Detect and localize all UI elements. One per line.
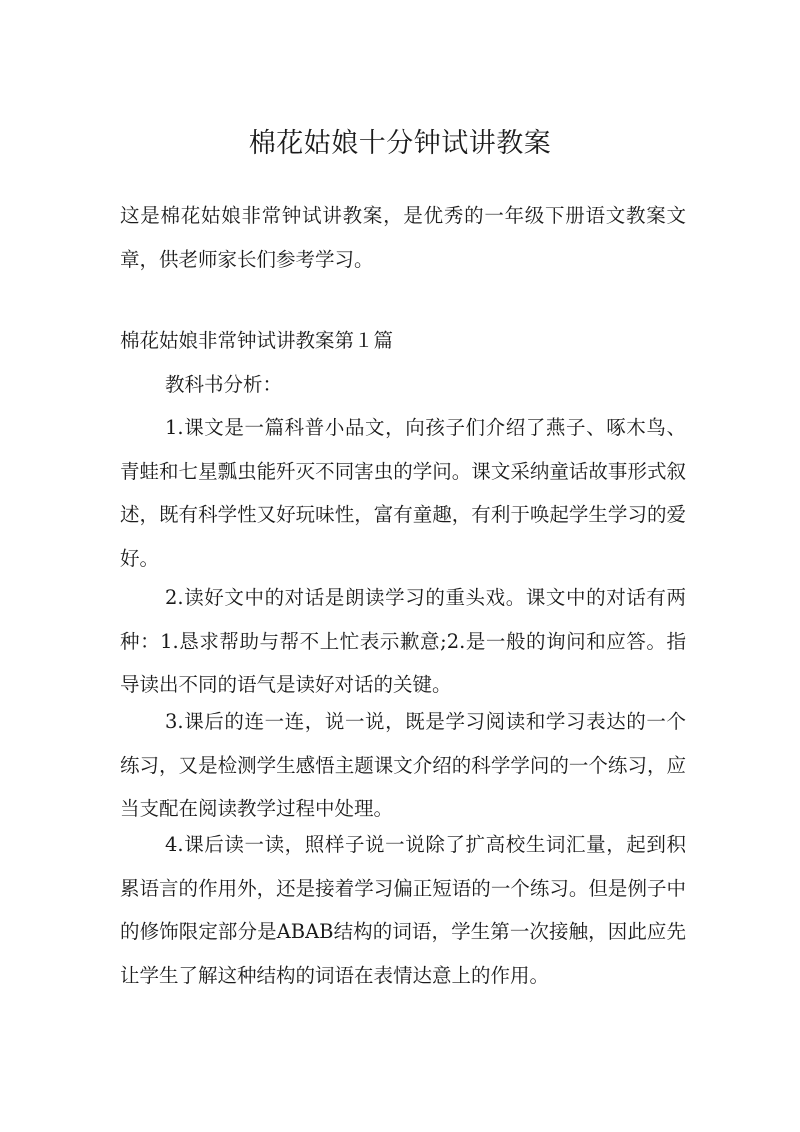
analysis-paragraph-3: 3.课后的连一连，说一说，既是学习阅读和学习表达的一个练习，又是检测学生感悟主题课文介绍的科学学问的一个练习，应当支配在阅读教学过程中处理。: [120, 710, 686, 820]
analysis-paragraph-4: 4.课后读一读，照样子说一说除了扩高校生词汇量，起到积累语言的作用外，还是接着学习偏正短语的一个练习。但是例子中的修饰限定部分是ABAB结构的词语，学生第一次接触，因此应先让学生了解这种结构的词语在表情达意上的作用。: [120, 833, 686, 987]
intro-paragraph: 这是棉花姑娘非常钟试讲教案，是优秀的一年级下册语文教案文章，供老师家长们参考学习。: [120, 204, 686, 271]
analysis-paragraph-1: 1.课文是一篇科普小品文，向孩子们介绍了燕子、啄木鸟、青蛙和七星瓢虫能歼灭不同害虫的学问。课文采纳童话故事形式叙述，既有科学性又好玩味性，富有童趣，有利于唤起学生学习的爱好。: [120, 416, 686, 570]
analysis-paragraph-2: 2.读好文中的对话是朗读学习的重头戏。课文中的对话有两种：1.恳求帮助与帮不上忙表示歉意;2.是一般的询问和应答。指导读出不同的语气是读好对话的关键。: [120, 586, 686, 696]
section-heading: 棉花姑娘非常钟试讲教案第１篇: [120, 329, 394, 352]
textbook-analysis-heading: 教科书分析：: [165, 373, 283, 396]
document-title: 棉花姑娘十分钟试讲教案: [248, 128, 552, 159]
